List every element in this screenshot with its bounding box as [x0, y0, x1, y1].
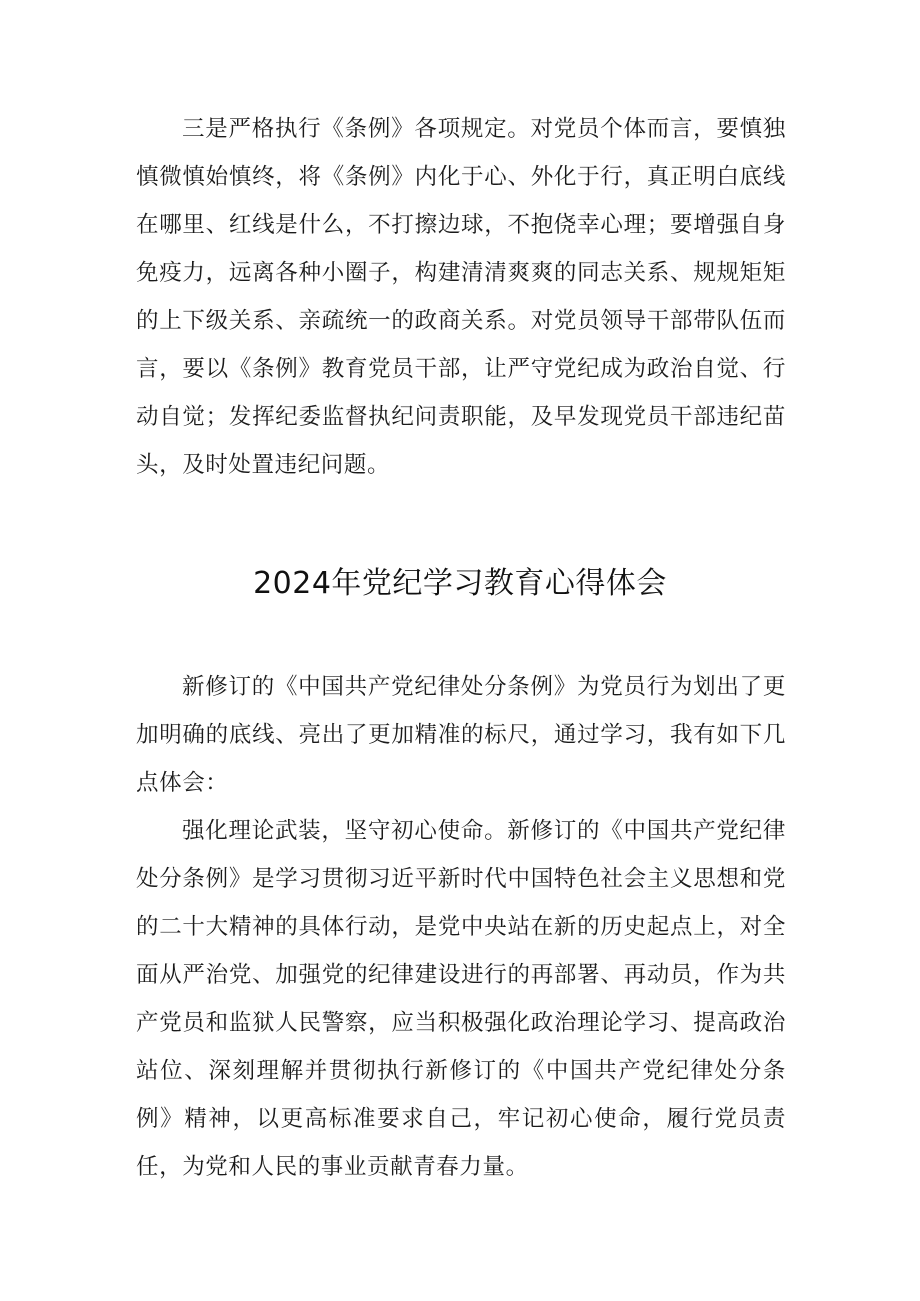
body-paragraph-2: 新修订的《中国共产党纪律处分条例》为党员行为划出了更加明确的底线、亮出了更加精准的标尺，通过学习，我有如下几点体会：: [136, 674, 786, 796]
body-paragraph-3: 强化理论武装，坚守初心使命。新修订的《中国共产党纪律处分条例》是学习贯彻习近平新时代中国特色社会主义思想和党的二十大精神的具体行动，是党中央站在新的历史起点上，对全面从严治党、加强党的纪律建设进行的再部署、再动员，作为共产党员和监狱人民警察，应当积极强化政治理论学习、提高政治站位、深刻理解并贯彻执行新修订的《中国共产党纪律处分条例》精神，以更高标准要求自己，牢记初心使命，履行党员责任，为党和人民的事业贡献青春力量。: [136, 818, 786, 1180]
body-paragraph-1: 三是严格执行《条例》各项规定。对党员个体而言，要慎独慎微慎始慎终，将《条例》内化于心、外化于行，真正明白底线在哪里、红线是什么，不打擦边球，不抱侥幸心理；要增强自身免疫力，远离各种小圈子，构建清清爽爽的同志关系、规规矩矩的上下级关系、亲疏统一的政商关系。对党员领导干部带队伍而言，要以《条例》教育党员干部，让严守党纪成为政治自觉、行动自觉；发挥纪委监督执纪问责职能，及早发现党员干部违纪苗头，及时处置违纪问题。: [136, 116, 786, 478]
document-title: 2024年党纪学习教育心得体会: [253, 566, 667, 601]
